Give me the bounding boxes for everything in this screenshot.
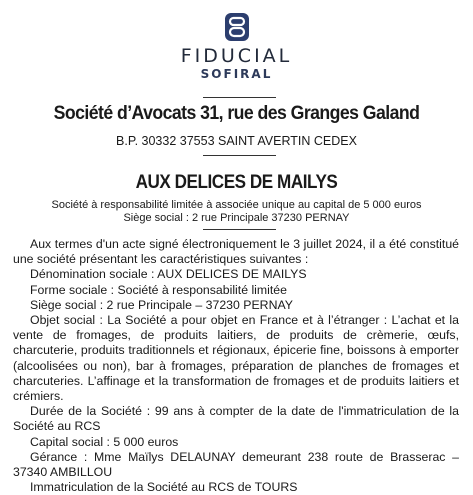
notice-body — [13, 237, 459, 495]
divider-top — [203, 97, 276, 98]
fiducial-logo-icon — [223, 12, 251, 42]
legal-form-line: Société à responsabilité limitée à associée unique au capital de 5 000 euros — [51, 199, 422, 211]
paragraph-intro: Aux termes d'un acte signé électroniquement le 3 juillet 2024, il a été constitué une société présentant les caractéristiques suivantes : — [13, 237, 459, 267]
firm-name: Société d’Avocats 31, rue des Granges Galand — [53, 103, 420, 124]
divider-bottom — [203, 229, 276, 230]
paragraph-denomination: Dénomination sociale : AUX DELICES DE MAILYS — [30, 267, 307, 282]
brand-name: FIDUCIAL — [180, 45, 293, 67]
paragraph-purpose: Objet social : La Société a pour objet en France et à l’étranger : L’achat et la vente de fromages, de produits laitiers, de produits de crèmerie, œufs, charcuterie, produits traditionnels et régionaux, épicerie fine, boissons à emporter (alcoolisées ou non), bar à fromages, préparation de planches de fromages et charcuteries. L’affinage et la transformation de fromages et de produits laitiers et crémiers. — [13, 313, 459, 404]
firm-address: B.P. 30332 37553 SAINT AVERTIN CEDEX — [116, 134, 357, 148]
paragraph-form: Forme sociale : Société à responsabilité limitée — [30, 282, 287, 297]
paragraph-duration: Durée de la Société : 99 ans à compter de la date de l'immatriculation de la Société au RCS — [13, 404, 459, 434]
paragraph-capital: Capital social : 5 000 euros — [30, 434, 179, 449]
company-title: AUX DELICES DE MAILYS — [135, 172, 338, 193]
paragraph-seat: Siège social : 2 rue Principale – 37230 PERNAY — [30, 297, 293, 312]
paragraph-registration: Immatriculation de la Société au RCS de TOURS — [30, 480, 298, 495]
paragraph-management: Gérance : Mme Maïlys DELAUNAY demeurant 238 route de Brasserac – 37340 AMBILLOU — [13, 449, 459, 480]
brand-subtitle: SOFIRAL — [200, 67, 273, 81]
fiducial-logo — [0, 12, 473, 81]
divider-mid — [203, 155, 276, 156]
seat-line: Siège social : 2 rue Principale 37230 PERNAY — [123, 212, 350, 224]
company-subinfo — [0, 199, 473, 225]
